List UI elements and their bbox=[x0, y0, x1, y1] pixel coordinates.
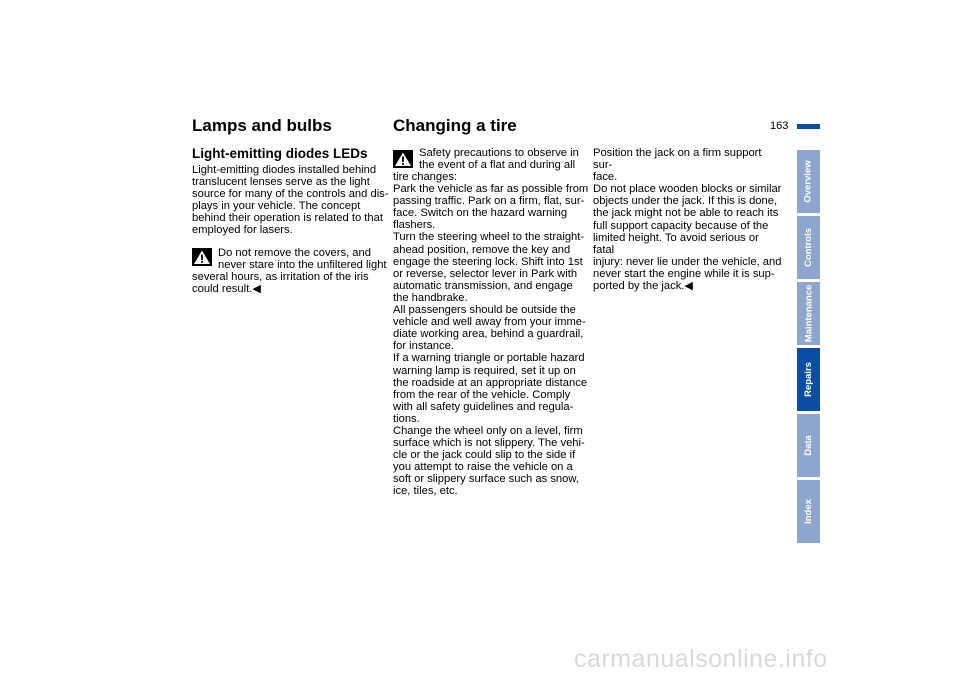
tab-label-repairs: Repairs bbox=[803, 362, 815, 397]
tab-label-controls: Controls bbox=[803, 227, 814, 268]
warning-triangle-icon bbox=[393, 150, 413, 168]
tab-maintenance[interactable] bbox=[797, 282, 820, 345]
tab-index[interactable] bbox=[797, 480, 820, 543]
leds-paragraph: Light-emitting diodes installed behind translucent lenses serve as the light source for many of the controls and dis- plays in your vehicle. The concept behind their operation is related to that employed for lasers. bbox=[192, 164, 389, 237]
page-marker-bar bbox=[797, 124, 820, 129]
jack-position-paragraph: Position the jack on a firm support sur- face. Do not place wooden blocks or similar objects under the jack. If this is done, the jack might not be able to reach its full support capacity because of the limited height. To avoid serious or fatal injury: never lie under the vehicle, and never start the engine while it is sup- ported by the jack.◀ bbox=[593, 147, 782, 293]
watermark: carmanualsonline.info bbox=[574, 645, 828, 673]
tab-overview[interactable] bbox=[797, 150, 820, 213]
leds-warning-first-lines: Do not remove the covers, and never stare into the unfiltered light bbox=[218, 247, 387, 272]
tab-label-index: Index bbox=[803, 499, 814, 524]
tire-warning-rest: tire changes: Park the vehicle as far as possible from passing traffic. Park on a firm, flat, sur- face. Switch on the hazard warning flashers. Turn the steering wheel to the straight- ahead position, remove the key and engage the steering lock. Shift into 1st or reverse, selector lever in Park with automatic transmission, and engage the handbrake. All passengers should be outside the vehicle and well away from your imme- diate working area, behind a guardrail, for instance. If a warning triangle or portable hazard warning lamp is required, set it up on the roadside at an appropriate distance from the rear of the vehicle. Comply with all safety guidelines and regula- tions. Change the wheel only on a level, firm surface which is not slippery. The vehi- cle or the jack could slip to the side if you attempt to raise the vehicle on a soft or slippery surface such as snow, ice, tiles, etc. bbox=[393, 171, 589, 498]
tab-repairs[interactable] bbox=[797, 348, 820, 411]
tab-data[interactable] bbox=[797, 414, 820, 477]
tab-label-overview: Overview bbox=[803, 160, 814, 203]
page-number: 163 bbox=[770, 120, 789, 132]
subheading-leds: Light-emitting diodes LEDs bbox=[192, 146, 368, 161]
tab-controls[interactable] bbox=[797, 216, 820, 279]
section-heading-lamps-and-bulbs: Lamps and bulbs bbox=[192, 116, 332, 135]
leds-warning-rest: several hours, as irritation of the iris could result.◀ bbox=[192, 271, 369, 296]
tab-label-maintenance: Maintenance bbox=[803, 284, 815, 343]
warning-triangle-icon bbox=[192, 248, 212, 266]
tab-label-data: Data bbox=[803, 435, 814, 456]
section-heading-changing-a-tire: Changing a tire bbox=[393, 116, 517, 135]
tire-warning-first-lines: Safety precautions to observe in the event of a flat and during all bbox=[419, 147, 579, 172]
